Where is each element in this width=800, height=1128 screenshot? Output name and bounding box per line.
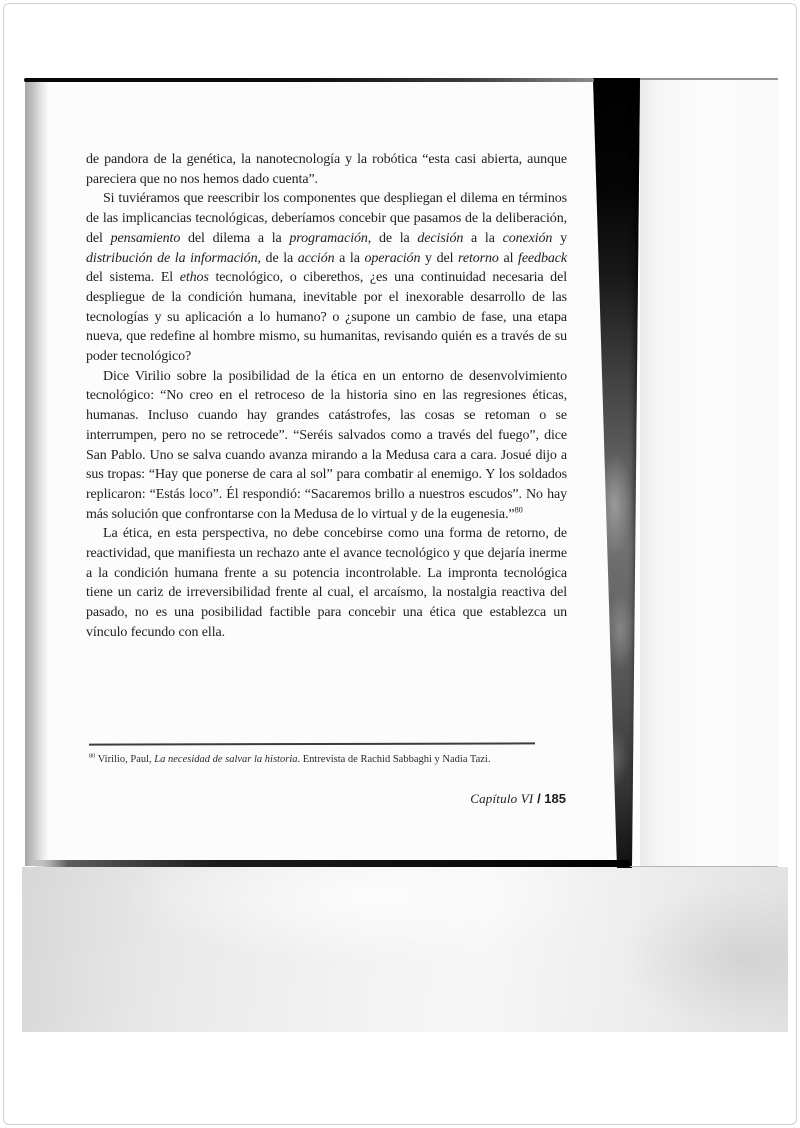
page-left-edge-shadow [25,81,49,866]
paragraph: de pandora de la genética, la nanotecnología y la robótica “esta casi abierta, aunque pareciera que no nos hemos dado cuenta”. [86,152,567,187]
text-block [86,150,567,643]
paragraph: La ética, en esta perspectiva, no debe concebirse como una forma de retorno, de reactividad, que manifiesta un rechazo ante el avance tecnológico y que dejaría inerme a la condición humana frente a su potencia incontrolable. La impronta tecnológica tiene un cariz de irreversibilidad frente al cual, el arcaísmo, la nostalgia reactiva del pasado, no es una posibilidad factible para concebir una ética que establezca un vínculo fecundo con ella. [86,526,567,640]
paragraph: Si tuviéramos que reescribir los componentes que despliegan el dilema en términos de las implicancias tecnológicas, deberíamos concebir que pasamos de la deliberación, del pensamiento del dilema a la programación, de la decisión a la conexión y distribución de la información, de la acción a la operación y del retorno al feedback del sistema. El ethos tecnológico, o ciberethos, ¿es una continuidad necesaria del despliegue de la condición humana, inevitable por el inexorable desarrollo de las tecnologías y su aplicación a lo humano? o ¿supone un cambio de fase, una etapa nueva, que redefine al hombre mismo, su humanitas, revisando quién es a través de su poder tecnológico? [86,191,567,365]
page-footer: Capítulo VI / 185 [470,791,566,806]
page-bottom-edge [32,860,630,867]
facing-page-bottom-edge [630,866,778,867]
desk-surface [22,867,788,1032]
page-top-edge [24,78,594,82]
footnote: $^{80}$ Virilio, Paul, La necesidad de salvar la historia. Entrevista de Rachid Sabbaghi y Nadia Tazi. [89,752,491,765]
paragraph: Dice Virilio sobre la posibilidad de la ética en un entorno de desenvolvimiento tecnológico: “No creo en el retroceso de la historia sino en las regresiones éticas, humanas. Incluso cuando hay grandes catástrofes, las cosas se retoman o se interrumpen, pero no se retrocede”. “Seréis salvados como a través del fuego”, dice San Pablo. Uno se salva cuando avanza mirando a la Medusa cara a cara. Josué dijo a sus tropas: “Hay que ponerse de cara al sol” para combatir al enemigo. Y los soldados replicaron: “Estás loco”. Él respondió: “Sacaremos brillo a nuestros escudos”. No hay más solución que confrontarse con la Medusa de lo virtual y de la eugenesia.”$^{80}$ [86,368,567,522]
facing-page [640,78,778,868]
